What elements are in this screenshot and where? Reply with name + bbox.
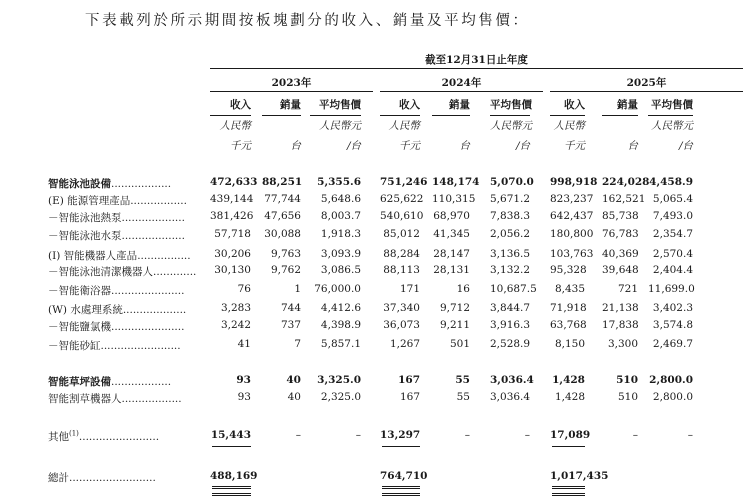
cell-value: 63,768 <box>550 319 587 331</box>
unit-label: 台 <box>459 140 470 152</box>
cell-value: 93 <box>236 374 251 386</box>
cell-value: 76,000.0 <box>314 283 361 295</box>
dot-leader: ................... <box>121 212 185 224</box>
dot-leader: .......................... <box>69 472 156 484</box>
cell-value: 10,687.5 <box>490 283 537 295</box>
col-header-rule <box>210 115 251 116</box>
cell-value: 57,718 <box>214 228 251 240</box>
col-header-rule <box>490 115 530 116</box>
cell-value: 5,355.6 <box>317 176 361 188</box>
cell-value: 1,017,435 <box>550 470 609 482</box>
cell-value: 40 <box>286 374 301 386</box>
total-double-rule <box>382 486 420 489</box>
cell-value: 88,113 <box>383 264 420 276</box>
table-row <box>0 338 743 352</box>
cell-value: 77,744 <box>264 193 301 205</box>
row-label-text: －智能鹽氯機 <box>48 321 111 333</box>
cell-value: 5,070.0 <box>490 176 534 188</box>
cell-value: 93 <box>237 391 251 403</box>
cell-value: 88,284 <box>383 248 420 260</box>
unit-label: 人民幣元 <box>319 120 361 132</box>
cell-value: 41,345 <box>433 228 470 240</box>
unit-label: 人民幣元 <box>651 120 693 132</box>
cell-value: 180,800 <box>550 228 594 240</box>
cell-value: 85,012 <box>383 228 420 240</box>
dot-leader: ........................ <box>78 431 160 443</box>
col-header-rule <box>310 115 361 116</box>
row-label <box>48 338 198 353</box>
cell-value: 17,838 <box>602 319 639 331</box>
cell-value: 171 <box>399 283 420 295</box>
cell-value: 8,435 <box>554 283 585 295</box>
dot-leader: ................... <box>122 304 187 316</box>
row-label <box>48 429 198 444</box>
row-label <box>48 283 198 298</box>
cell-value: 737 <box>280 319 301 331</box>
cell-value: 1,267 <box>389 338 420 350</box>
subtotal-rule <box>382 446 420 447</box>
cell-value: 30,206 <box>214 248 251 260</box>
cell-value: 3,136.5 <box>490 248 531 260</box>
year-2023: 2023年 <box>271 77 312 89</box>
cell-value: 36,073 <box>383 319 420 331</box>
cell-value: 501 <box>449 338 470 350</box>
cell-value: 162,521 <box>602 193 646 205</box>
table-row <box>0 193 743 207</box>
dot-leader: ................ <box>137 250 191 262</box>
footnote-marker: (1) <box>69 429 79 438</box>
cell-value: 2,469.7 <box>652 338 693 350</box>
col-header-price: 平均售價 <box>490 99 532 111</box>
table-row <box>0 283 743 297</box>
total-double-rule <box>382 493 420 496</box>
cell-value: 17,089 <box>550 429 591 441</box>
cell-value: 40 <box>287 391 301 403</box>
cell-value: 540,610 <box>380 210 424 222</box>
row-label <box>48 302 198 317</box>
subtotal-rule <box>212 446 251 447</box>
cell-value: 2,800.0 <box>649 374 693 386</box>
cell-value: 9,712 <box>439 302 470 314</box>
dot-leader: ........................ <box>100 340 181 352</box>
dot-leader: ...................... <box>111 321 185 333</box>
unit-label: 台 <box>290 140 301 152</box>
cell-value: 4,398.9 <box>320 319 361 331</box>
table-row <box>0 228 743 242</box>
cell-value: 3,036.4 <box>490 374 534 386</box>
cell-value: – <box>464 429 470 441</box>
cell-value: 1 <box>294 283 301 295</box>
total-double-rule <box>212 493 251 496</box>
col-header-rule <box>550 115 585 116</box>
unit-label: /台 <box>678 140 693 152</box>
col-header-revenue: 收入 <box>399 99 420 111</box>
cell-value: 3,844.7 <box>490 302 531 314</box>
cell-value: 3,300 <box>607 338 638 350</box>
cell-value: 4,412.6 <box>320 302 361 314</box>
cell-value: 488,169 <box>210 470 258 482</box>
col-header-rule <box>602 115 638 116</box>
cell-value: 3,242 <box>220 319 251 331</box>
table-row <box>0 210 743 224</box>
cell-value: 625,622 <box>380 193 424 205</box>
cell-value: 15,443 <box>210 429 251 441</box>
cell-value: 40,369 <box>602 248 639 260</box>
cell-value: 3,325.0 <box>317 374 361 386</box>
row-label-text: 智能草坪設備 <box>48 376 111 388</box>
cell-value: 30,130 <box>214 264 251 276</box>
row-label-text: 總計 <box>48 472 69 484</box>
unit-label: 人民幣 <box>219 120 251 132</box>
col-header-price: 平均售價 <box>319 99 361 111</box>
cell-value: 381,426 <box>210 210 254 222</box>
cell-value: 7,493.0 <box>652 210 693 222</box>
cell-value: 5,857.1 <box>320 338 361 350</box>
row-label <box>48 319 198 334</box>
dot-leader: .................. <box>111 376 172 388</box>
cell-value: – <box>295 429 301 441</box>
cell-value: 439,144 <box>210 193 254 205</box>
table-row <box>0 374 743 388</box>
year-rule-2024 <box>380 91 543 92</box>
cell-value: 3,283 <box>220 302 251 314</box>
cell-value: 7,838.3 <box>490 210 531 222</box>
row-label-text: (I) 智能機器人產品 <box>48 250 138 262</box>
cell-value: 11,699.0 <box>648 283 695 295</box>
year-rule-2023 <box>210 91 373 92</box>
cell-value: 2,528.9 <box>490 338 531 350</box>
table-row <box>0 429 743 443</box>
row-label-text: 智能泳池設備 <box>48 178 111 190</box>
row-label <box>48 374 198 389</box>
cell-value: 2,325.0 <box>320 391 361 403</box>
cell-value: 998,918 <box>550 176 598 188</box>
cell-value: 110,315 <box>432 193 476 205</box>
cell-value: 13,297 <box>380 429 421 441</box>
cell-value: 4,458.9 <box>649 176 693 188</box>
cell-value: 823,237 <box>550 193 594 205</box>
cell-value: 148,174 <box>432 176 480 188</box>
row-label-text: 智能割草機器人 <box>48 393 122 405</box>
cell-value: 7 <box>294 338 301 350</box>
row-label-text: －智能泳池熱泵 <box>48 212 122 224</box>
cell-value: 167 <box>398 374 420 386</box>
col-header-volume: 銷量 <box>280 99 301 111</box>
cell-value: 1,428 <box>552 374 585 386</box>
col-header-rule <box>432 115 470 116</box>
cell-value: 76,783 <box>602 228 639 240</box>
cell-value: 744 <box>280 302 301 314</box>
row-label <box>48 176 198 191</box>
cell-value: – <box>632 429 638 441</box>
row-label-text: －智能砂缸 <box>48 340 101 352</box>
row-label <box>48 193 198 208</box>
col-header-rule <box>648 115 693 116</box>
cell-value: 76 <box>237 283 251 295</box>
cell-value: 9,762 <box>270 264 301 276</box>
unit-label: 千元 <box>230 140 251 152</box>
cell-value: 88,251 <box>262 176 303 188</box>
cell-value: 3,402.3 <box>652 302 693 314</box>
cell-value: – <box>524 429 530 441</box>
cell-value: 37,340 <box>383 302 420 314</box>
cell-value: 8,003.7 <box>320 210 361 222</box>
unit-label: 人民幣元 <box>490 120 532 132</box>
cell-value: 5,065.4 <box>652 193 693 205</box>
cell-value: 642,437 <box>550 210 594 222</box>
cell-value: 764,710 <box>380 470 428 482</box>
cell-value: 3,093.9 <box>320 248 361 260</box>
table-row <box>0 302 743 316</box>
cell-value: 5,671.2 <box>490 193 531 205</box>
subtotal-rule <box>552 446 585 447</box>
row-label <box>48 228 198 243</box>
year-2025: 2025年 <box>626 77 667 89</box>
cell-value: 3,916.3 <box>490 319 531 331</box>
table-row <box>0 248 743 262</box>
cell-value: 510 <box>617 391 638 403</box>
unit-label: 千元 <box>564 140 585 152</box>
year-rule-2025 <box>550 91 743 92</box>
cell-value: 5,648.6 <box>320 193 361 205</box>
unit-label: /台 <box>515 140 530 152</box>
cell-value: 510 <box>616 374 638 386</box>
row-label <box>48 470 198 485</box>
col-header-revenue: 收入 <box>564 99 585 111</box>
row-label <box>48 264 198 279</box>
cell-value: 751,246 <box>380 176 428 188</box>
col-header-volume: 銷量 <box>449 99 470 111</box>
cell-value: – <box>687 429 693 441</box>
cell-value: 47,656 <box>264 210 301 222</box>
cell-value: 167 <box>399 391 420 403</box>
col-header-price: 平均售價 <box>651 99 693 111</box>
cell-value: 9,211 <box>439 319 470 331</box>
cell-value: 2,354.7 <box>652 228 693 240</box>
row-label-text: (E) 能源管理產品 <box>48 195 131 207</box>
cell-value: 41 <box>237 338 251 350</box>
cell-value: 85,738 <box>602 210 639 222</box>
cell-value: 28,147 <box>433 248 470 260</box>
row-label-text: －智能泳池清潔機器人 <box>48 266 153 278</box>
cell-value: 3,574.8 <box>652 319 693 331</box>
intro-text: 下表載列於所示期間按板塊劃分的收入、銷量及平均售價： <box>85 13 530 29</box>
total-double-rule <box>552 493 585 496</box>
period-rule <box>210 68 743 69</box>
cell-value: 1,428 <box>554 391 585 403</box>
dot-leader: .................. <box>121 393 182 405</box>
cell-value: 3,086.5 <box>320 264 361 276</box>
cell-value: 2,056.2 <box>490 228 531 240</box>
table-row <box>0 319 743 333</box>
cell-value: 30,088 <box>264 228 301 240</box>
row-label-text: －智能衛浴器 <box>48 285 111 297</box>
cell-value: 1,918.3 <box>320 228 361 240</box>
row-label-text: －智能泳池水泵 <box>48 230 122 242</box>
dot-leader: ............. <box>153 266 197 278</box>
total-double-rule <box>212 486 251 489</box>
cell-value: 103,763 <box>550 248 594 260</box>
year-2024: 2024年 <box>441 77 482 89</box>
unit-label: /台 <box>346 140 361 152</box>
unit-label: 千元 <box>399 140 420 152</box>
cell-value: 8,150 <box>554 338 585 350</box>
cell-value: 2,800.0 <box>652 391 693 403</box>
cell-value: 2,570.4 <box>652 248 693 260</box>
row-label <box>48 210 198 225</box>
cell-value: – <box>355 429 361 441</box>
unit-label: 人民幣 <box>388 120 420 132</box>
row-label-text: (W) 水處理系統 <box>48 304 123 316</box>
table-row <box>0 470 743 484</box>
cell-value: 2,404.4 <box>652 264 693 276</box>
col-header-volume: 銷量 <box>617 99 638 111</box>
total-double-rule <box>552 486 585 489</box>
dot-leader: ................... <box>121 230 185 242</box>
col-header-revenue: 收入 <box>230 99 251 111</box>
cell-value: 224,028 <box>602 176 650 188</box>
unit-label: 人民幣 <box>553 120 585 132</box>
cell-value: 9,763 <box>270 248 301 260</box>
row-label <box>48 391 198 406</box>
cell-value: 721 <box>617 283 638 295</box>
dot-leader: .................. <box>111 178 172 190</box>
table-row <box>0 391 743 405</box>
period-header: 截至12月31日止年度 <box>425 54 528 66</box>
row-label-text: 其他 <box>48 431 69 443</box>
cell-value: 39,648 <box>602 264 639 276</box>
cell-value: 472,633 <box>210 176 258 188</box>
dot-leader: ................. <box>130 195 187 207</box>
cell-value: 68,970 <box>433 210 470 222</box>
table-row <box>0 176 743 190</box>
cell-value: 55 <box>456 391 470 403</box>
cell-value: 28,131 <box>433 264 470 276</box>
col-header-rule <box>262 115 301 116</box>
cell-value: 3,036.4 <box>490 391 531 403</box>
cell-value: 3,132.2 <box>490 264 531 276</box>
cell-value: 55 <box>455 374 470 386</box>
row-label <box>48 248 198 263</box>
dot-leader: ...................... <box>111 285 185 297</box>
cell-value: 95,328 <box>550 264 587 276</box>
cell-value: 16 <box>456 283 470 295</box>
col-header-rule <box>380 115 420 116</box>
table-row <box>0 264 743 278</box>
cell-value: 71,918 <box>550 302 587 314</box>
unit-label: 台 <box>627 140 638 152</box>
cell-value: 21,138 <box>602 302 639 314</box>
